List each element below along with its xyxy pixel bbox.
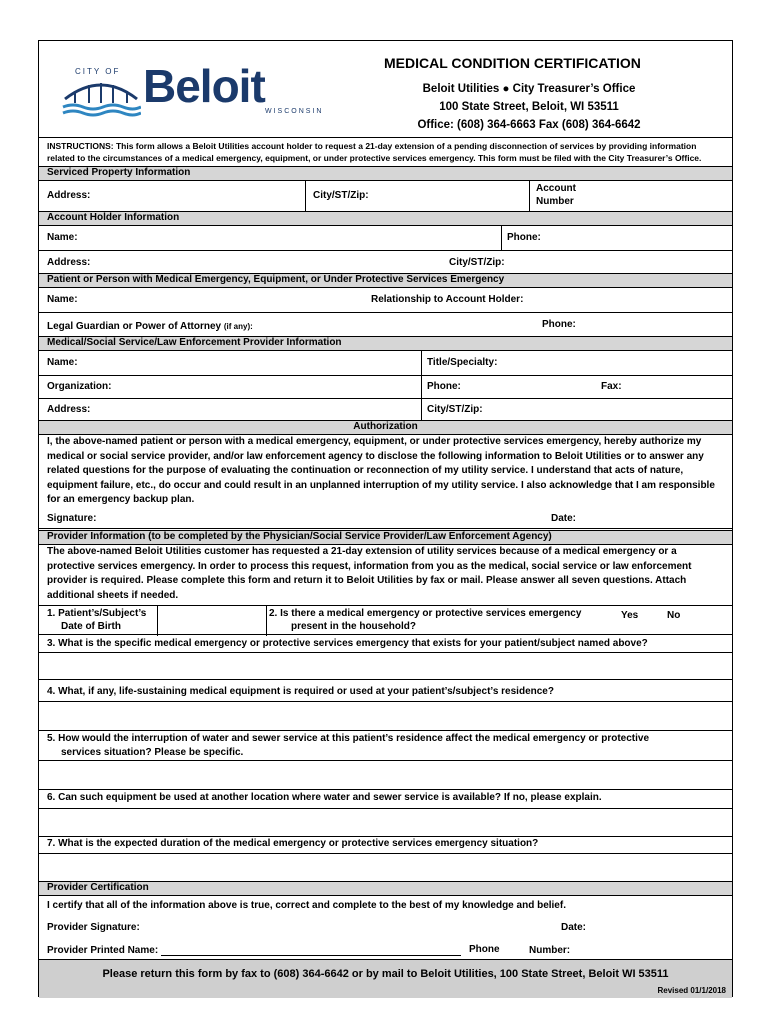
footer-text: Please return this form by fax to (608) 364-6642 or by mail to Beloit Utilities, 100 State Street, Beloit WI 53511 bbox=[102, 968, 669, 980]
q2-label-1: 2. Is there a medical emergency or protective services emergency bbox=[269, 608, 582, 619]
authorization-signature-row[interactable] bbox=[39, 507, 732, 529]
provider-printed-name-label: Provider Printed Name: bbox=[47, 945, 159, 956]
holder-address-label: Address: bbox=[47, 257, 91, 268]
patient-name-label: Name: bbox=[47, 294, 78, 305]
provider-title-label: Title/Specialty: bbox=[427, 357, 498, 368]
q1-q2-row bbox=[39, 605, 732, 635]
provider-address-label: Address: bbox=[47, 404, 91, 415]
q7-answer[interactable] bbox=[39, 853, 732, 882]
provider-fax-label: Fax: bbox=[601, 381, 622, 392]
patient-heading: Patient or Person with Medical Emergency, Equipment, or Under Protective Services Emergency bbox=[39, 273, 732, 288]
holder-phone-label: Phone: bbox=[507, 232, 541, 243]
guardian-label: Legal Guardian or Power of Attorney (if any): bbox=[47, 321, 253, 332]
provider-info-text: The above-named Beloit Utilities customer has requested a 21-day extension of utility services because of a medical emergency or a protective services emergency. In order to process this request, information from you as the medical, social service or law enforcement provider is required. Please complete this form and return it to Beloit Utilities by fax or mail. Please answer all seven questions. Attach additional sheets if needed. bbox=[47, 546, 692, 601]
guardian-row[interactable] bbox=[39, 312, 732, 337]
provider-phone-label: Phone: bbox=[427, 381, 461, 392]
certification-date-label: Date: bbox=[561, 922, 587, 933]
serviced-cityzip-label: City/ST/Zip: bbox=[313, 190, 369, 201]
q5-label-2: services situation? Please be specific. bbox=[61, 747, 244, 758]
q7-label: 7. What is the expected duration of the medical emergency or protective services emergency situation? bbox=[47, 838, 539, 849]
serviced-address-row[interactable] bbox=[39, 181, 732, 213]
revised-date: Revised 01/1/2018 bbox=[657, 986, 726, 995]
patient-name-row[interactable] bbox=[39, 288, 732, 312]
provider-address-row[interactable] bbox=[39, 398, 732, 421]
provider-phone-label-cert: Phone bbox=[469, 944, 500, 955]
signature-date-label: Date: bbox=[551, 513, 577, 524]
logo-city-text: CITY OF bbox=[75, 67, 121, 76]
certification-text: I certify that all of the information above is true, correct and complete to the best of my knowledge and belief. bbox=[47, 900, 566, 911]
provider-org-label: Organization: bbox=[47, 381, 112, 392]
bridge-icon bbox=[61, 77, 141, 117]
provider-signature-label: Provider Signature: bbox=[47, 922, 140, 933]
contact-line: Office: (608) 364-6663 Fax (608) 364-6642 bbox=[417, 119, 641, 131]
guardian-phone-label: Phone: bbox=[542, 319, 576, 330]
q6-answer[interactable] bbox=[39, 808, 732, 837]
provider-number-label: Number: bbox=[529, 945, 571, 956]
authorization-text: I, the above-named patient or person with a medical emergency, equipment, or under protective services emergency, hereby authorize my medical or social service provider, and/or law enforcement agency to disclose the following information to Beloit Utilities or to answer any related questions for the purpose of evaluating the continuation or reconnection of my utility service. I understand that acts of nature, equipment failure, etc., do occur and could result in an unplanned interruption of my utility service. I also acknowledge that I am responsible for an emergency backup plan. bbox=[47, 436, 715, 505]
q4-answer[interactable] bbox=[39, 701, 732, 731]
q1-label-1: 1. Patient’s/Subject’s bbox=[47, 608, 147, 619]
q2-no-option[interactable]: No bbox=[667, 610, 681, 621]
q3-label: 3. What is the specific medical emergency or protective services emergency that exists for your patient/subject named above? bbox=[47, 638, 648, 649]
q3-row bbox=[39, 634, 732, 652]
provider-signature-input[interactable] bbox=[151, 919, 531, 935]
address-line: 100 State Street, Beloit, WI 53511 bbox=[439, 101, 619, 113]
provider-name-row[interactable] bbox=[39, 351, 732, 375]
q1-label-2: Date of Birth bbox=[61, 621, 121, 632]
q2-label-2: present in the household? bbox=[291, 621, 417, 632]
instructions-text: INSTRUCTIONS: This form allows a Beloit Utilities account holder to request a 21-day extension of a pending disconnection of services by providing information related to the circumstances of a medical emergency, equipment, or under protective services emergency. This form must be filed with the City Treasurer’s Office. bbox=[47, 141, 702, 163]
certification-heading: Provider Certification bbox=[39, 881, 732, 896]
account-holder-heading: Account Holder Information bbox=[39, 211, 732, 226]
printed-name-input[interactable] bbox=[161, 955, 461, 956]
office-line: Beloit Utilities ● City Treasurer’s Office bbox=[422, 83, 636, 95]
holder-address-row[interactable] bbox=[39, 250, 732, 274]
account-label-2: Number bbox=[536, 196, 574, 207]
serviced-property-heading: Serviced Property Information bbox=[39, 166, 732, 181]
instructions-box bbox=[39, 137, 732, 167]
holder-cityzip-label: City/ST/Zip: bbox=[449, 257, 505, 268]
q5-answer[interactable] bbox=[39, 760, 732, 790]
authorization-heading: Authorization bbox=[39, 420, 732, 435]
provider-heading: Medical/Social Service/Law Enforcement Provider Information bbox=[39, 336, 732, 351]
provider-org-row[interactable] bbox=[39, 375, 732, 398]
q6-label: 6. Can such equipment be used at another location where water and sewer service is available? If no, please explain. bbox=[47, 792, 602, 803]
form-title: MEDICAL CONDITION CERTIFICATION bbox=[384, 55, 641, 71]
divider bbox=[305, 181, 306, 213]
provider-name-label: Name: bbox=[47, 357, 78, 368]
q2-yes-option[interactable]: Yes bbox=[621, 610, 639, 621]
serviced-address-label: Address: bbox=[47, 190, 91, 201]
q4-label: 4. What, if any, life-sustaining medical equipment is required or used at your patient’s/subject’s residence? bbox=[47, 686, 554, 697]
q5-label-1: 5. How would the interruption of water and sewer service at this patient’s residence affect the medical emergency or protective bbox=[47, 733, 650, 744]
account-label-1: Account bbox=[536, 183, 576, 194]
provider-cityzip-label: City/ST/Zip: bbox=[427, 404, 483, 415]
signature-label: Signature: bbox=[47, 513, 97, 524]
dob-input[interactable] bbox=[158, 606, 266, 636]
relationship-label: Relationship to Account Holder: bbox=[371, 294, 524, 305]
form-page bbox=[38, 40, 733, 997]
footer-bar bbox=[39, 959, 732, 998]
divider bbox=[266, 606, 267, 636]
q3-answer[interactable] bbox=[39, 652, 732, 680]
divider bbox=[501, 226, 502, 250]
divider bbox=[529, 181, 530, 213]
logo-wordmark: Beloit bbox=[143, 60, 265, 112]
holder-name-label: Name: bbox=[47, 232, 78, 243]
provider-info-heading: Provider Information (to be completed by the Physician/Social Service Provider/Law Enforcement Agency) bbox=[39, 530, 732, 545]
logo-state-text: WISCONSIN bbox=[265, 108, 324, 115]
holder-name-row[interactable] bbox=[39, 226, 732, 250]
